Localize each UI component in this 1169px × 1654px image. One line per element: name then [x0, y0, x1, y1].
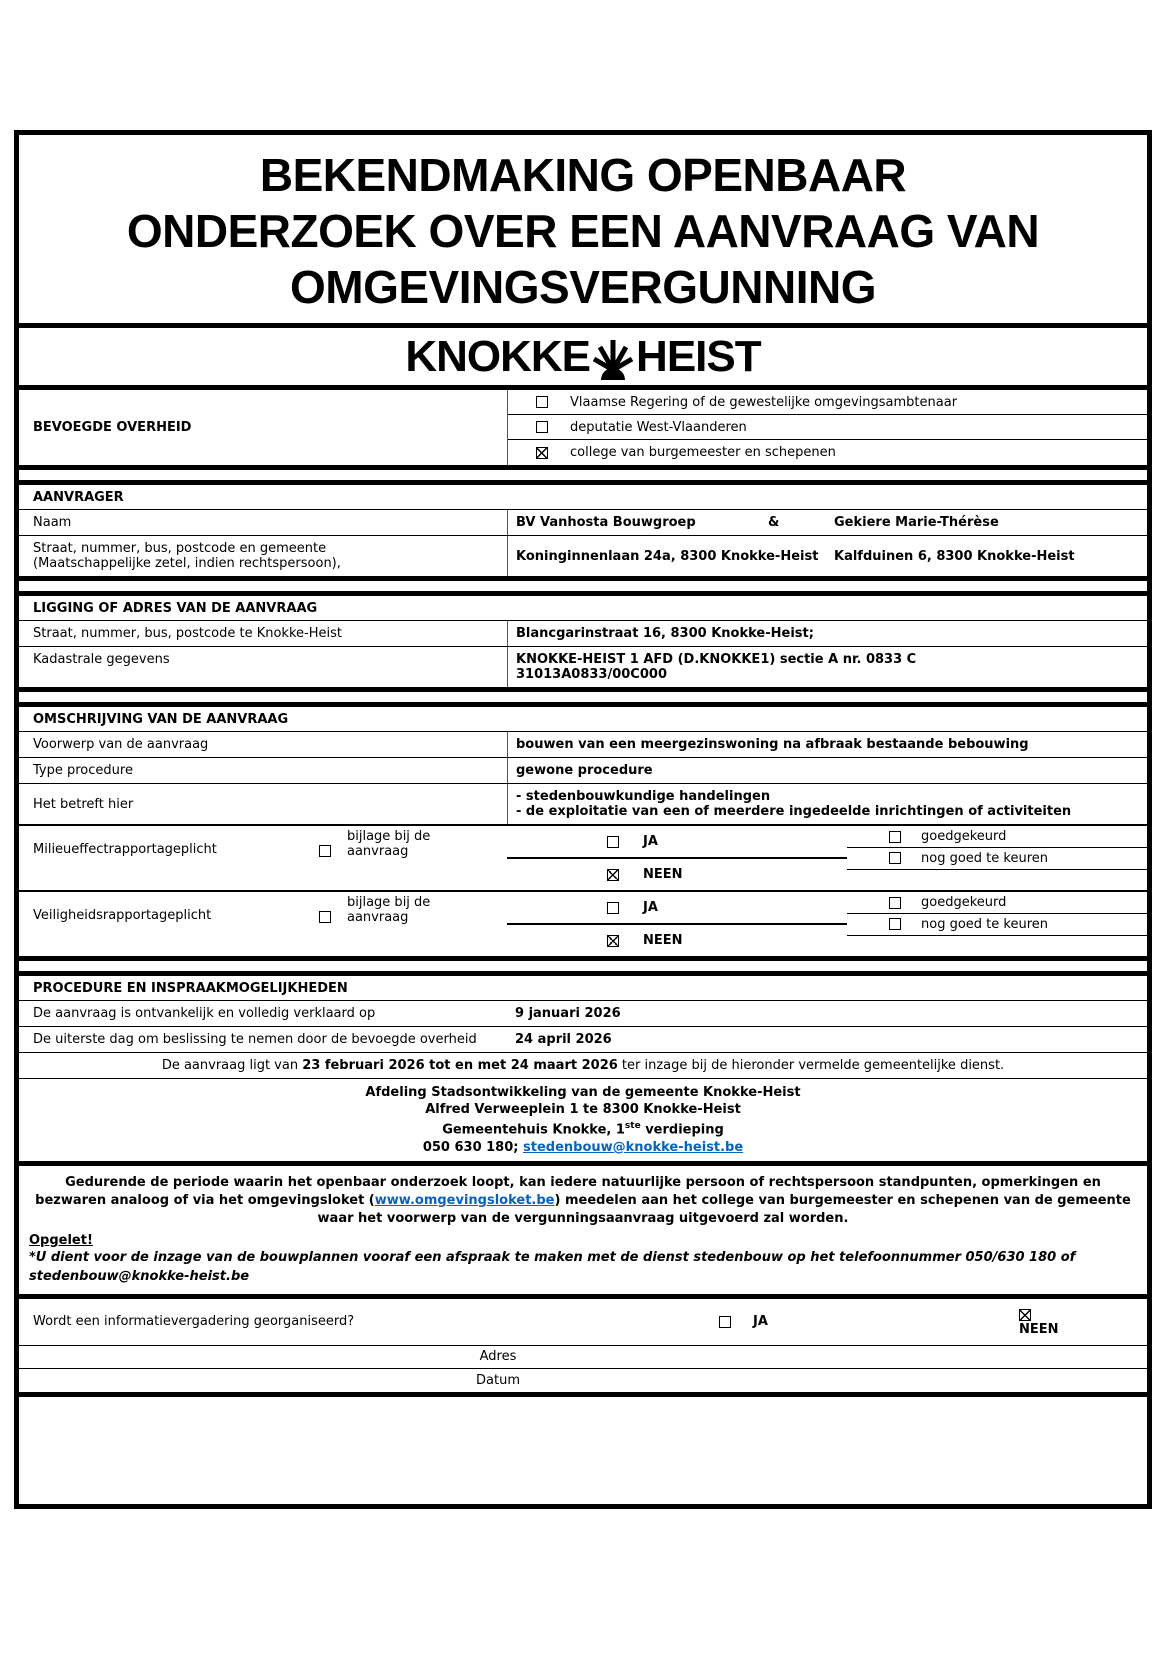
section-informatievergadering	[19, 1294, 1147, 1392]
ligging-straat-label: Straat, nummer, bus, postcode te Knokke-Heist	[33, 626, 342, 642]
checkbox-college[interactable]	[536, 447, 548, 459]
section-divider	[19, 465, 1147, 480]
adres-value-1: Koninginnenlaan 24a, 8300 Knokke-Heist	[516, 548, 819, 564]
nog-goed-label: nog goed te keuren	[921, 916, 1048, 932]
neen-label: NEEN	[643, 933, 683, 949]
checkbox-vergadering-neen[interactable]	[1019, 1309, 1031, 1321]
type-procedure-label: Type procedure	[33, 763, 133, 779]
procedure-header: PROCEDURE EN INSPRAAKMOGELIJKHEDEN	[33, 981, 348, 997]
inzage-suffix: ter inzage bij de hieronder vermelde gemeentelijke dienst.	[617, 1058, 1005, 1074]
aanvrager-adres-row	[19, 535, 1147, 576]
betreft-value	[507, 784, 1147, 824]
neen-label: NEEN	[1019, 1322, 1059, 1338]
bijlage-label: bijlage bij de aanvraag	[347, 895, 431, 926]
veiligheid-nog-goed	[847, 914, 1147, 936]
option-label: Vlaamse Regering of de gewestelijke omgevingsambtenaar	[570, 394, 958, 410]
option-vlaamse-regering	[508, 390, 1147, 415]
omgevingsloket-link[interactable]: www.omgevingsloket.be	[374, 1192, 555, 1208]
kadaster-value-line2: 31013A0833/00C000	[516, 667, 667, 683]
title-line-1: BEKENDMAKING OPENBAAR	[259, 149, 907, 201]
checkbox-milieueffect-goedgekeurd[interactable]	[889, 831, 901, 843]
option-college	[508, 440, 1147, 465]
nog-goed-label: nog goed te keuren	[921, 850, 1048, 866]
bijlage-label: bijlage bij de aanvraag	[347, 829, 431, 860]
section-divider	[19, 956, 1147, 971]
section-divider	[19, 576, 1147, 591]
section-bevoegde-overheid	[19, 385, 1147, 465]
public-notice-document	[14, 130, 1152, 1509]
afspraak-note: *U dient voor de inzage van de bouwplannen vooraf een afspraak te maken met de dienst stedenbouw op het telefoonnummer 050/630 180 of stedenbouw@knokke-heist.be	[29, 1249, 1076, 1284]
checkbox-veiligheid-ja[interactable]	[607, 902, 619, 914]
kadaster-value	[507, 647, 1147, 687]
checkbox-veiligheid-goedgekeurd[interactable]	[889, 897, 901, 909]
naam-value	[507, 510, 1147, 535]
opgelet-label: Opgelet!	[29, 1232, 93, 1248]
veiligheid-status	[847, 892, 1147, 956]
kadaster-row	[19, 646, 1147, 687]
veiligheid-label: Veiligheidsrapportageplicht	[33, 908, 212, 924]
logo-text-left: KNOKKE	[405, 331, 591, 381]
kadaster-value-line1: KNOKKE-HEIST 1 AFD (D.KNOKKE1) sectie A nr. 0833 C	[516, 652, 917, 668]
milieueffect-label: Milieueffectrapportageplicht	[33, 842, 217, 858]
dienst-adres: Alfred Verweeplein 1 te 8300 Knokke-Heist	[425, 1102, 741, 1118]
checkbox-vlaamse-regering[interactable]	[536, 396, 548, 408]
milieueffect-nog-goed	[847, 848, 1147, 870]
ligging-header: LIGGING OF ADRES VAN DE AANVRAAG	[33, 601, 318, 617]
option-deputatie	[508, 415, 1147, 440]
betreft-row	[19, 783, 1147, 824]
ja-label: JA	[643, 834, 658, 850]
milieueffect-row	[19, 824, 1147, 890]
ontvankelijk-row	[19, 1000, 1147, 1026]
betreft-line1: - stedenbouwkundige handelingen	[516, 789, 771, 805]
knokke-heist-splash-icon	[592, 334, 634, 380]
checkbox-milieueffect-ja[interactable]	[607, 836, 619, 848]
empty-footer-cell	[19, 1392, 1147, 1504]
naam-value-2: Gekiere Marie-Thérèse	[834, 515, 999, 531]
milieueffect-ja-neen	[507, 826, 847, 890]
type-procedure-value: gewone procedure	[507, 758, 1147, 783]
veiligheid-neen	[507, 925, 847, 956]
option-label: college van burgemeester en schepenen	[570, 445, 836, 461]
veiligheid-row	[19, 890, 1147, 956]
verdieping-prefix: Gemeentehuis Knokke, 1	[442, 1122, 625, 1138]
voorwerp-label: Voorwerp van de aanvraag	[33, 737, 209, 753]
veiligheid-goedgekeurd	[847, 892, 1147, 914]
checkbox-veiligheid-bijlage[interactable]	[319, 911, 331, 923]
uiterste-dag-row	[19, 1026, 1147, 1052]
option-label: deputatie West-Vlaanderen	[570, 419, 747, 435]
naam-value-1: BV Vanhosta Bouwgroep	[516, 515, 696, 531]
betreft-label: Het betreft hier	[33, 796, 134, 812]
voorwerp-value: bouwen van een meergezinswoning na afbraak bestaande bebouwing	[507, 732, 1147, 757]
section-procedure	[19, 971, 1147, 1160]
aanvrager-header: AANVRAGER	[33, 490, 124, 506]
checkbox-veiligheid-nog-goed[interactable]	[889, 918, 901, 930]
adres-value-2: Kalfduinen 6, 8300 Knokke-Heist	[834, 548, 1075, 564]
milieueffect-goedgekeurd	[847, 826, 1147, 848]
ligging-straat-value: Blancgarinstraat 16, 8300 Knokke-Heist;	[507, 621, 1147, 646]
document-title	[19, 135, 1147, 323]
status-empty-cell	[847, 936, 1147, 957]
bevoegde-overheid-label: BEVOEGDE OVERHEID	[33, 420, 192, 436]
bevoegde-overheid-options	[507, 390, 1147, 465]
dienst-email-link[interactable]: stedenbouw@knokke-heist.be	[523, 1139, 744, 1155]
adres-row	[19, 1346, 1147, 1369]
milieueffect-bijlage	[319, 829, 507, 859]
dienst-verdieping	[29, 1118, 1137, 1138]
checkbox-milieueffect-neen[interactable]	[607, 869, 619, 881]
bezwaar-tekst-2: ) meedelen aan het college van burgemeester en schepenen van de gemeente waar het voorwerp van de vergunningsaanvraag uitgevoerd zal worden.	[317, 1192, 1131, 1226]
checkbox-milieueffect-bijlage[interactable]	[319, 845, 331, 857]
gemeentelijke-dienst	[19, 1078, 1147, 1160]
status-empty-cell	[847, 870, 1147, 891]
omschrijving-header: OMSCHRIJVING VAN DE AANVRAAG	[33, 712, 289, 728]
checkbox-vergadering-ja[interactable]	[719, 1316, 731, 1328]
milieueffect-neen	[507, 859, 847, 890]
ja-label: JA	[643, 900, 658, 916]
naam-label: Naam	[33, 515, 72, 531]
checkbox-veiligheid-neen[interactable]	[607, 935, 619, 947]
inzage-periode	[19, 1052, 1147, 1078]
section-ligging	[19, 591, 1147, 687]
title-line-2: ONDERZOEK OVER EEN AANVRAAG VAN	[126, 205, 1040, 258]
municipality-logo	[19, 323, 1147, 385]
section-omschrijving	[19, 702, 1147, 956]
uiterste-dag-label: De uiterste dag om beslissing te nemen door de bevoegde overheid	[33, 1032, 477, 1048]
beslissing-date: 24 april 2026	[515, 1032, 612, 1048]
milieueffect-left	[19, 826, 507, 890]
ligging-straat-row	[19, 620, 1147, 646]
adres-label-line1: Straat, nummer, bus, postcode en gemeente	[33, 541, 327, 557]
datum-label: Datum	[476, 1372, 520, 1388]
informatievergadering-ja	[719, 1314, 1019, 1329]
informatievergadering-row	[19, 1299, 1147, 1346]
section-aanvrager	[19, 480, 1147, 576]
ja-label: JA	[753, 1314, 768, 1330]
goedgekeurd-label: goedgekeurd	[921, 829, 1007, 845]
adres-label-line2: (Maatschappelijke zetel, indien rechtspersoon),	[33, 556, 341, 572]
checkbox-deputatie[interactable]	[536, 421, 548, 433]
bezwaar-tekst-1: Gedurende de periode waarin het openbaar onderzoek loopt, kan iedere natuurlijke persoon of rechtspersoon standpunten, opmerkingen en bezwaren analoog of via het omgevingsloket (	[35, 1174, 1101, 1208]
dienst-naam: Afdeling Stadsontwikkeling van de gemeente Knokke-Heist	[365, 1085, 801, 1101]
verdieping-suffix: verdieping	[640, 1122, 724, 1138]
aanvrager-adres-value	[507, 536, 1147, 576]
veiligheid-ja-neen	[507, 892, 847, 956]
kadaster-label: Kadastrale gegevens	[33, 652, 170, 668]
dienst-contact	[29, 1139, 1137, 1156]
milieueffect-status	[847, 826, 1147, 890]
aanvrager-adres-label	[19, 536, 507, 576]
adres-label: Adres	[479, 1349, 517, 1365]
goedgekeurd-label: goedgekeurd	[921, 895, 1007, 911]
veiligheid-ja	[507, 892, 847, 925]
dienst-phone: 050 630 180;	[422, 1139, 523, 1155]
ontvankelijk-label: De aanvraag is ontvankelijk en volledig verklaard op	[33, 1006, 376, 1022]
veiligheid-left	[19, 892, 507, 956]
section-divider	[19, 687, 1147, 702]
title-line-3: OMGEVINGSVERGUNNING	[289, 261, 876, 314]
informatievergadering-vraag: Wordt een informatievergadering georganiseerd?	[33, 1314, 355, 1330]
verdieping-sup: ste	[624, 1121, 641, 1132]
naam-separator: &	[768, 515, 780, 531]
logo-text-right: HEIST	[636, 331, 761, 381]
voorwerp-row	[19, 731, 1147, 757]
datum-row	[19, 1369, 1147, 1392]
milieueffect-ja	[507, 826, 847, 859]
ontvankelijk-date: 9 januari 2026	[515, 1006, 621, 1022]
informatievergadering-neen	[1019, 1306, 1147, 1337]
naam-row	[19, 509, 1147, 535]
bezwaar-paragraaf	[29, 1174, 1137, 1228]
veiligheid-bijlage	[319, 895, 507, 925]
inzage-periode-dates: 23 februari 2026 tot en met 24 maart 2026	[302, 1058, 618, 1074]
betreft-line2: - de exploitatie van een of meerdere ingedeelde inrichtingen of activiteiten	[516, 804, 1072, 820]
neen-label: NEEN	[643, 867, 683, 883]
section-bezwaar	[19, 1161, 1147, 1294]
checkbox-milieueffect-nog-goed[interactable]	[889, 852, 901, 864]
inzage-prefix: De aanvraag ligt van	[161, 1058, 303, 1074]
type-procedure-row	[19, 757, 1147, 783]
